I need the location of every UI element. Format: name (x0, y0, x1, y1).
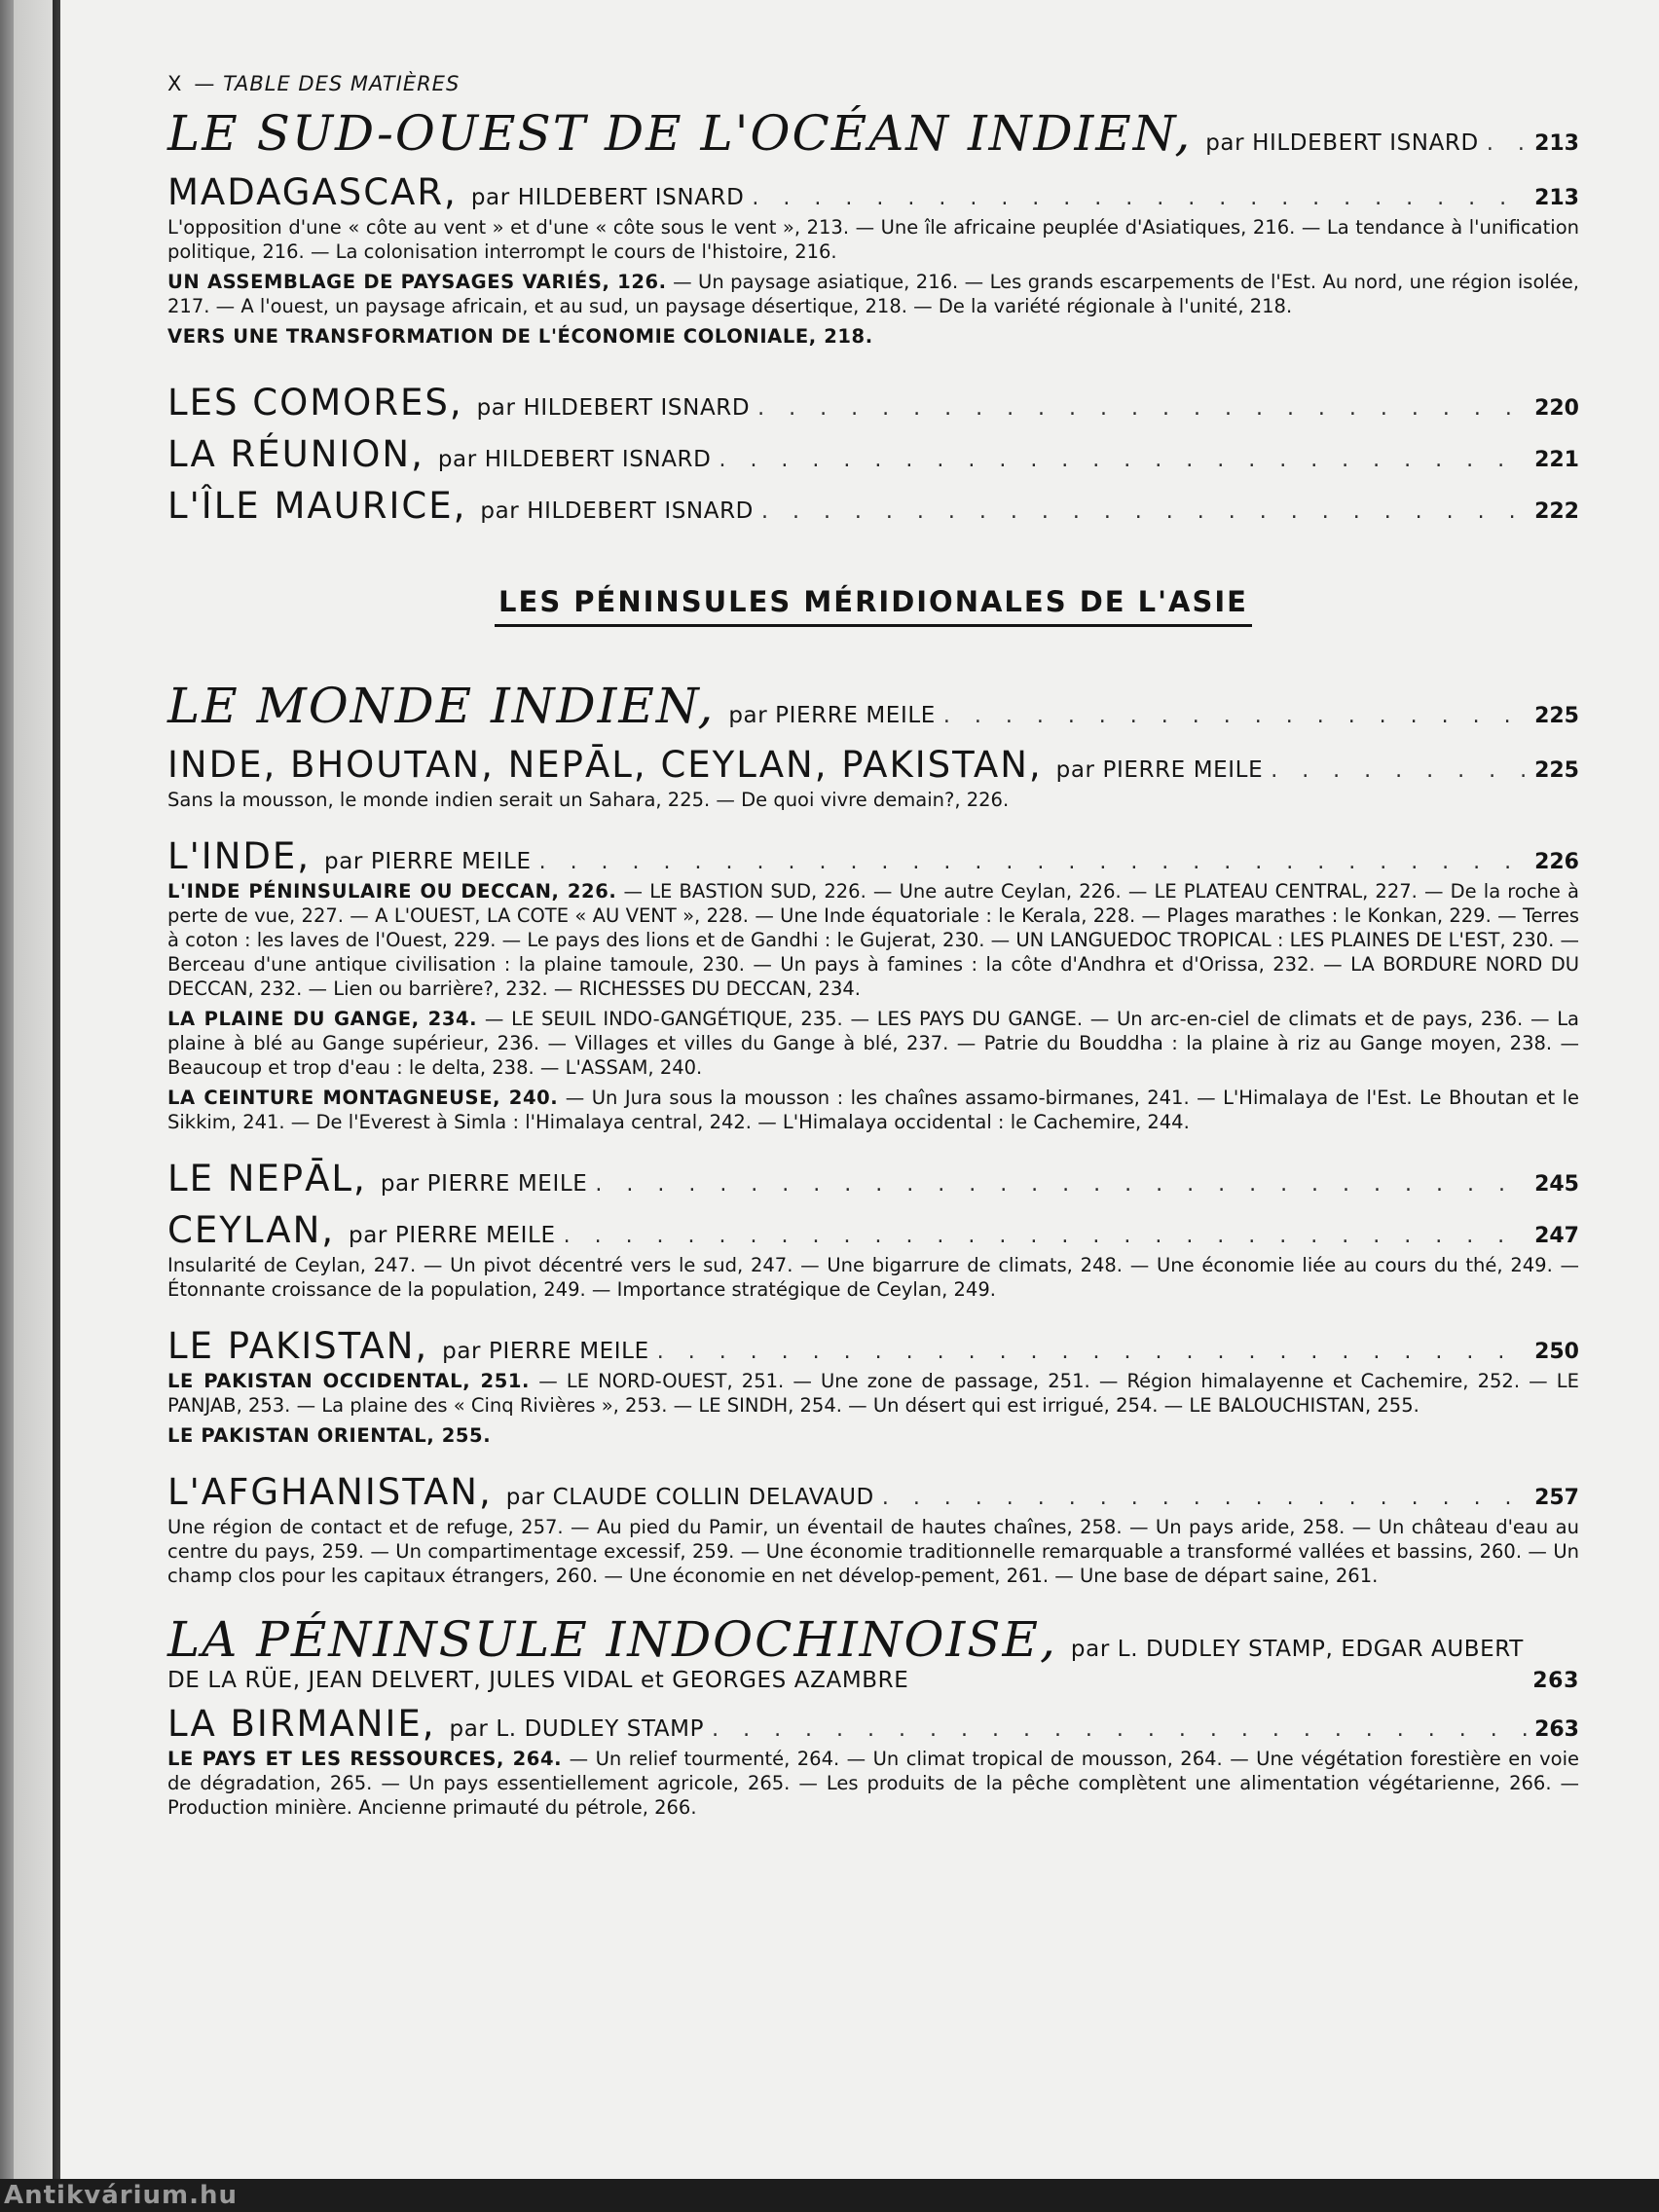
leader-dots (539, 850, 1527, 874)
leader-dots (712, 1717, 1527, 1742)
subsection-heading: VERS UNE TRANSFORMATION DE L'ÉCONOMIE COLONIALE, 218. (167, 325, 873, 348)
entry-page: 213 (1534, 186, 1579, 210)
summary-paragraph: Une région de contact et de refuge, 257. — Au pied du Pamir, un éventail de hautes chaînes, 258. — Un pays aride, 258. — Un château d'eau au centre du pays, 259. — Un compartimentage excessif, 259. — Une économie traditionnelle remarquable a transformé vallées et bassins, 260. — Un champ clos pour les capitaux étrangers, 260. — Une économie en net dévelop-pement, 261. — Une base de départ saine, 261. (167, 1516, 1579, 1587)
entry-author: par PIERRE MEILE (380, 1171, 588, 1197)
summary-paragraph (167, 1369, 1579, 1418)
leader-dots (761, 499, 1527, 524)
entry-author: par HILDEBERT ISNARD (470, 185, 745, 210)
toc-entry-pakistan[interactable] (167, 1325, 1579, 1367)
subsection-text: — Un Jura sous la mousson : les chaînes assamo-birmanes, 241. — L'Himalaya de l'Est. Le Bhoutan et le Sikkim, 241. — De l'Everest à Simla : l'Himalaya central, 242. — L'Himalaya occidental : le Cachemire, 244. (167, 1087, 1579, 1133)
entry-title: LA RÉUNION, (167, 433, 424, 475)
subsection-text: — LE SEUIL INDO-GANGÉTIQUE, 235. — LES PAYS DU GANGE. — Un arc-en-ciel de climats et de pays, 236. — La plaine à blé au Gange supérieur, 236. — Villages et villes du Gange à blé, 237. — Patrie du Bouddha : la plaine à riz au Gange moyen, 238. — Beaucoup et trop d'eau : le delta, 238. — L'ASSAM, 240. (167, 1008, 1580, 1079)
entry-page: 247 (1534, 1224, 1579, 1248)
leader-dots (943, 704, 1527, 728)
section-heading-text: LES PÉNINSULES MÉRIDIONALES DE L'ASIE (495, 585, 1252, 627)
entry-title: LE SUD-OUEST DE L'OCÉAN INDIEN, (167, 105, 1193, 162)
entry-page: 222 (1534, 499, 1579, 524)
entry-page: 213 (1534, 131, 1579, 156)
toc-entry-inde-group[interactable] (167, 744, 1579, 786)
toc-entry-monde-indien[interactable] (167, 678, 1579, 734)
watermark: Antikvárium.hu (4, 2181, 238, 2210)
entry-title: LA PÉNINSULE INDOCHINOISE, (167, 1611, 1057, 1668)
summary-paragraph: L'opposition d'une « côte au vent » et d'une « côte sous le vent », 213. — Une île africaine peuplée d'Asiatiques, 216. — La tendance à l'unification politique, 216. — La colonisation interrompt le cours de l'histoire, 216. (167, 216, 1579, 263)
entry-title: LE NEPĀL, (167, 1158, 367, 1199)
entry-author: par HILDEBERT ISNARD (437, 447, 712, 472)
entry-summary (167, 1253, 1579, 1302)
entry-page: 263 (1532, 1669, 1579, 1693)
section-heading (167, 585, 1579, 627)
subsection-heading: LA PLAINE DU GANGE, 234. (167, 1008, 478, 1030)
entry-title: LE PAKISTAN, (167, 1325, 429, 1367)
toc-page (167, 72, 1579, 1820)
entry-summary (167, 788, 1579, 812)
subsection-heading: LE PAKISTAN OCCIDENTAL, 251. (167, 1370, 531, 1392)
entry-author: par PIERRE MEILE (442, 1339, 649, 1364)
book-spine-shadow (0, 0, 14, 2212)
toc-entry-comores[interactable] (167, 382, 1579, 424)
leader-dots (1271, 758, 1527, 783)
entry-page: 257 (1534, 1486, 1579, 1510)
summary-paragraph: Insularité de Ceylan, 247. — Un pivot décentré vers le sud, 247. — Une bigarrure de climats, 248. — Une économie liée au cours du thé, 249. — Étonnante croissance de la population, 249. — Importance stratégique de Ceylan, 249. (167, 1254, 1579, 1301)
leader-dots (1487, 131, 1527, 156)
entry-author: par HILDEBERT ISNARD (1205, 130, 1479, 156)
entry-summary (167, 1747, 1579, 1820)
entry-page: 226 (1534, 850, 1579, 874)
entry-author: par PIERRE MEILE (1055, 757, 1264, 783)
subsection-text: — LE NORD-OUEST, 251. — Une zone de passage, 251. — Région himalayenne et Cachemire, 252. — LE PANJAB, 253. — La plaine des « Cinq Rivières », 253. — LE SINDH, 254. — Un désert qui est irrigué, 254. — LE BALOUCHISTAN, 255. (167, 1370, 1579, 1417)
leader-dots (719, 448, 1527, 472)
running-head: X — TABLE DES MATIÈRES (167, 72, 461, 95)
subsection-heading: UN ASSEMBLAGE DE PAYSAGES VARIÉS, 126. (167, 271, 667, 293)
entry-summary (167, 1369, 1579, 1448)
entry-page: 225 (1534, 758, 1579, 783)
toc-entry-madagascar[interactable] (167, 171, 1579, 213)
book-gutter (14, 0, 53, 2212)
subsection-text: — Un relief tourmenté, 264. — Un climat tropical de mousson, 264. — Une végétation forestière en voie de dégradation, 265. — Un pays essentiellement agricole, 265. — Les produits de la pêche complètent une alimentation végétarienne, 266. — Production minière. Ancienne primauté du pétrole, 266. (167, 1748, 1580, 1819)
subsection-heading: L'INDE PÉNINSULAIRE OU DECCAN, 226. (167, 880, 617, 903)
toc-entry-sud-ouest[interactable] (167, 105, 1579, 162)
entry-author: par HILDEBERT ISNARD (476, 395, 751, 421)
subsection-heading: LE PAKISTAN ORIENTAL, 255. (167, 1424, 492, 1447)
entry-author: par PIERRE MEILE (349, 1223, 556, 1248)
entry-title: INDE, BHOUTAN, NEPĀL, CEYLAN, PAKISTAN, (167, 744, 1043, 786)
entry-summary (167, 215, 1579, 349)
toc-entry-reunion[interactable] (167, 433, 1579, 475)
toc-entry-nepal[interactable] (167, 1158, 1579, 1199)
toc-entry-birmanie[interactable] (167, 1703, 1579, 1745)
leader-dots (595, 1172, 1527, 1197)
entry-title: MADAGASCAR, (167, 171, 458, 213)
leader-dots (657, 1340, 1527, 1364)
entry-page: 263 (1534, 1717, 1579, 1742)
running-head-title: TABLE DES MATIÈRES (223, 72, 461, 95)
entry-summary (167, 1515, 1579, 1588)
entry-title: L'ÎLE MAURICE, (167, 485, 467, 527)
subsection-heading: LA CEINTURE MONTAGNEUSE, 240. (167, 1087, 559, 1109)
leader-dots (564, 1224, 1527, 1248)
page-numeral: X (167, 72, 183, 95)
entry-page: 220 (1534, 396, 1579, 421)
page-edge (53, 0, 60, 2212)
leader-dots (882, 1486, 1527, 1510)
entry-author: par CLAUDE COLLIN DELAVAUD (505, 1485, 874, 1510)
entry-title: CEYLAN, (167, 1209, 336, 1251)
entry-page: 250 (1534, 1340, 1579, 1364)
subsection-heading: LE PAYS ET LES RESSOURCES, 264. (167, 1748, 563, 1770)
entry-author: par PIERRE MEILE (728, 703, 936, 728)
entry-author-continued: DE LA RÜE, JEAN DELVERT, JULES VIDAL et GEORGES AZAMBRE (167, 1668, 909, 1693)
toc-entry-maurice[interactable] (167, 485, 1579, 527)
entry-title: L'AFGHANISTAN, (167, 1471, 493, 1513)
entry-summary (167, 879, 1579, 1134)
entry-author: par L. DUDLEY STAMP, EDGAR AUBERT (1070, 1637, 1524, 1662)
entry-author: par PIERRE MEILE (324, 849, 532, 874)
author-continuation (167, 1668, 1579, 1693)
leader-dots (757, 396, 1527, 421)
toc-entry-afghanistan[interactable] (167, 1471, 1579, 1513)
summary-paragraph (167, 879, 1579, 1001)
entry-author: par L. DUDLEY STAMP (449, 1716, 705, 1742)
entry-page: 245 (1534, 1172, 1579, 1197)
entry-page: 225 (1534, 704, 1579, 728)
summary-paragraph (167, 1007, 1579, 1080)
subsection-text: — LE BASTION SUD, 226. — Une autre Ceylan, 226. — LE PLATEAU CENTRAL, 227. — De la roche à perte de vue, 227. — A L'OUEST, LA COTE « AU VENT », 228. — Une Inde équatoriale : le Kerala, 228. — Plages marathes : le Konkan, 229. — Terres à coton : les laves de l'Ouest, 229. — Le pays des lions et de Gandhi : le Gujerat, 230. — UN LANGUEDOC TROPICAL : LES PLAINES DE L'EST, 230. — Berceau d'une antique civilisation : la plaine tamoule, 230. — Un pays à famines : la côte d'Andhra et d'Orissa, 232. — LA BORDURE NORD DU DECCAN, 232. — Lien ou barrière?, 232. — RICHESSES DU DECCAN, 234. (167, 880, 1579, 1000)
subsection-text: — Un paysage asiatique, 216. — Les grands escarpements de l'Est. Au nord, une région isolée, 217. — A l'ouest, un paysage africain, et au sud, un paysage désertique, 218. — De la variété régionale à l'unité, 218. (167, 271, 1579, 317)
summary-paragraph (167, 1086, 1579, 1134)
entry-author: par HILDEBERT ISNARD (480, 498, 754, 524)
leader-dots (752, 186, 1527, 210)
summary-paragraph (167, 324, 1579, 349)
entry-title: L'INDE, (167, 835, 312, 877)
summary-paragraph (167, 1423, 1579, 1448)
entry-title: LE MONDE INDIEN, (167, 678, 716, 734)
entry-title: LA BIRMANIE, (167, 1703, 436, 1745)
toc-entry-ceylan[interactable] (167, 1209, 1579, 1251)
summary-paragraph: Sans la mousson, le monde indien serait un Sahara, 225. — De quoi vivre demain?, 226. (167, 789, 1010, 811)
toc-entry-indochinoise[interactable] (167, 1611, 1579, 1668)
summary-paragraph (167, 270, 1579, 318)
summary-paragraph (167, 1747, 1579, 1820)
scan-bottom-band (0, 2179, 1659, 2212)
entry-title: LES COMORES, (167, 382, 463, 424)
toc-entry-inde[interactable] (167, 835, 1579, 877)
entry-page: 221 (1534, 448, 1579, 472)
